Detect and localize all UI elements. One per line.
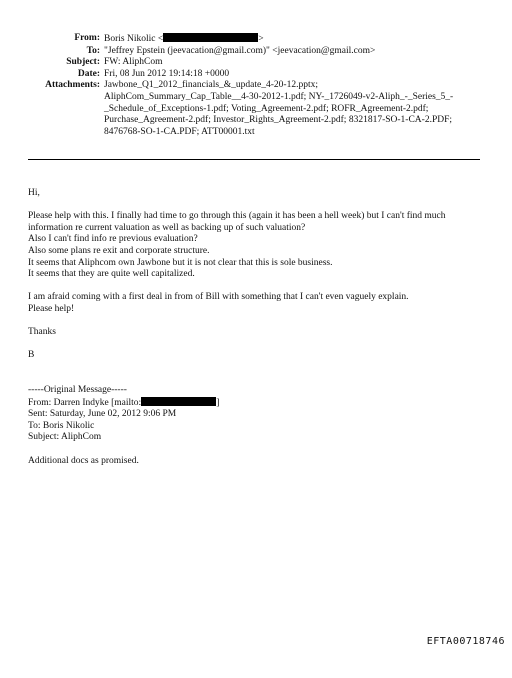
from-label: From: — [74, 33, 100, 43]
attachments-row — [0, 80, 512, 138]
thanks-line: Thanks — [28, 327, 56, 338]
date-row — [0, 69, 512, 81]
attachment-line: _Schedule_of_Exceptions-1.pdf; Voting_Agreement-2.pdf; ROFR_Agreement-2.pdf; — [104, 103, 429, 114]
attachment-line: Purchase_Agreement-2.pdf; Investor_Rights_Agreement-2.pdf; 8321817-SO-1-CA-2.PDF; — [104, 115, 453, 126]
original-from — [28, 397, 483, 410]
subject-value: FW: AliphCom — [104, 57, 163, 68]
attachments-list — [104, 80, 484, 138]
redaction-bar — [141, 397, 216, 406]
body-line: Please help with this. I finally had time to go through this (again it has been a hell week) but I can't find much — [28, 211, 446, 222]
header-divider — [28, 159, 480, 160]
original-message — [28, 385, 483, 444]
email-header — [0, 33, 512, 138]
subject-label: Subject: — [66, 57, 100, 68]
body-line: Also some plans re exit and corporate structure. — [28, 245, 210, 256]
attachment-line: AliphCom_Summary_Cap_Table__4-30-2012-1.pdf; NY-_1726049-v2-Aliph_-_Series_5_- — [104, 91, 454, 102]
from-name: Boris Nikolic < — [104, 34, 164, 44]
email-body — [28, 188, 483, 479]
attachments-label: Attachments: — [45, 80, 100, 91]
attachment-line: Jawbone_Q1_2012_financials_&_update_4-20-12.pptx; — [104, 80, 318, 91]
body-line: Please help! — [28, 303, 75, 314]
subject-row — [0, 57, 512, 69]
document-id: EFTA00718746 — [426, 636, 505, 648]
from-close: > — [258, 34, 264, 44]
from-value — [104, 33, 484, 46]
body-line: I am afraid coming with a first deal in from of Bill with something that I can't even vaguely explain. — [28, 292, 409, 303]
to-value: "Jeffrey Epstein (jeevacation@gmail.com)" <jeevacation@gmail.com> — [104, 45, 376, 56]
signature: B — [28, 350, 35, 361]
body-line: Also I can't find info re previous evaluation? — [28, 234, 198, 245]
original-from-text: From: Darren Indyke [mailto: — [28, 397, 142, 408]
original-from-close: ] — [216, 397, 220, 408]
original-body: Additional docs as promised. — [28, 455, 139, 466]
body-line: It seems that they are quite well capitalized. — [28, 269, 195, 280]
original-divider: -----Original Message----- — [28, 385, 127, 396]
original-sent: Sent: Saturday, June 02, 2012 9:06 PM — [28, 409, 177, 420]
date-value: Fri, 08 Jun 2012 19:14:18 +0000 — [104, 68, 230, 79]
attachment-line: 8476768-SO-1-CA.PDF; ATT00001.txt — [104, 126, 255, 137]
original-to: To: Boris Nikolic — [28, 420, 95, 431]
body-line: information re current valuation as well as backing up of such valuation? — [28, 222, 306, 233]
body-paragraph-2 — [28, 292, 483, 315]
to-row — [0, 46, 512, 58]
redaction-bar — [163, 33, 258, 42]
greeting: Hi, — [28, 188, 40, 198]
body-line: It seems that Aliphcom own Jawbone but it is not clear that this is sole business. — [28, 257, 333, 268]
original-subject: Subject: AliphCom — [28, 432, 102, 443]
to-label: To: — [86, 45, 100, 56]
from-row — [0, 33, 512, 46]
body-paragraph-1 — [28, 211, 483, 281]
date-label: Date: — [77, 68, 100, 79]
